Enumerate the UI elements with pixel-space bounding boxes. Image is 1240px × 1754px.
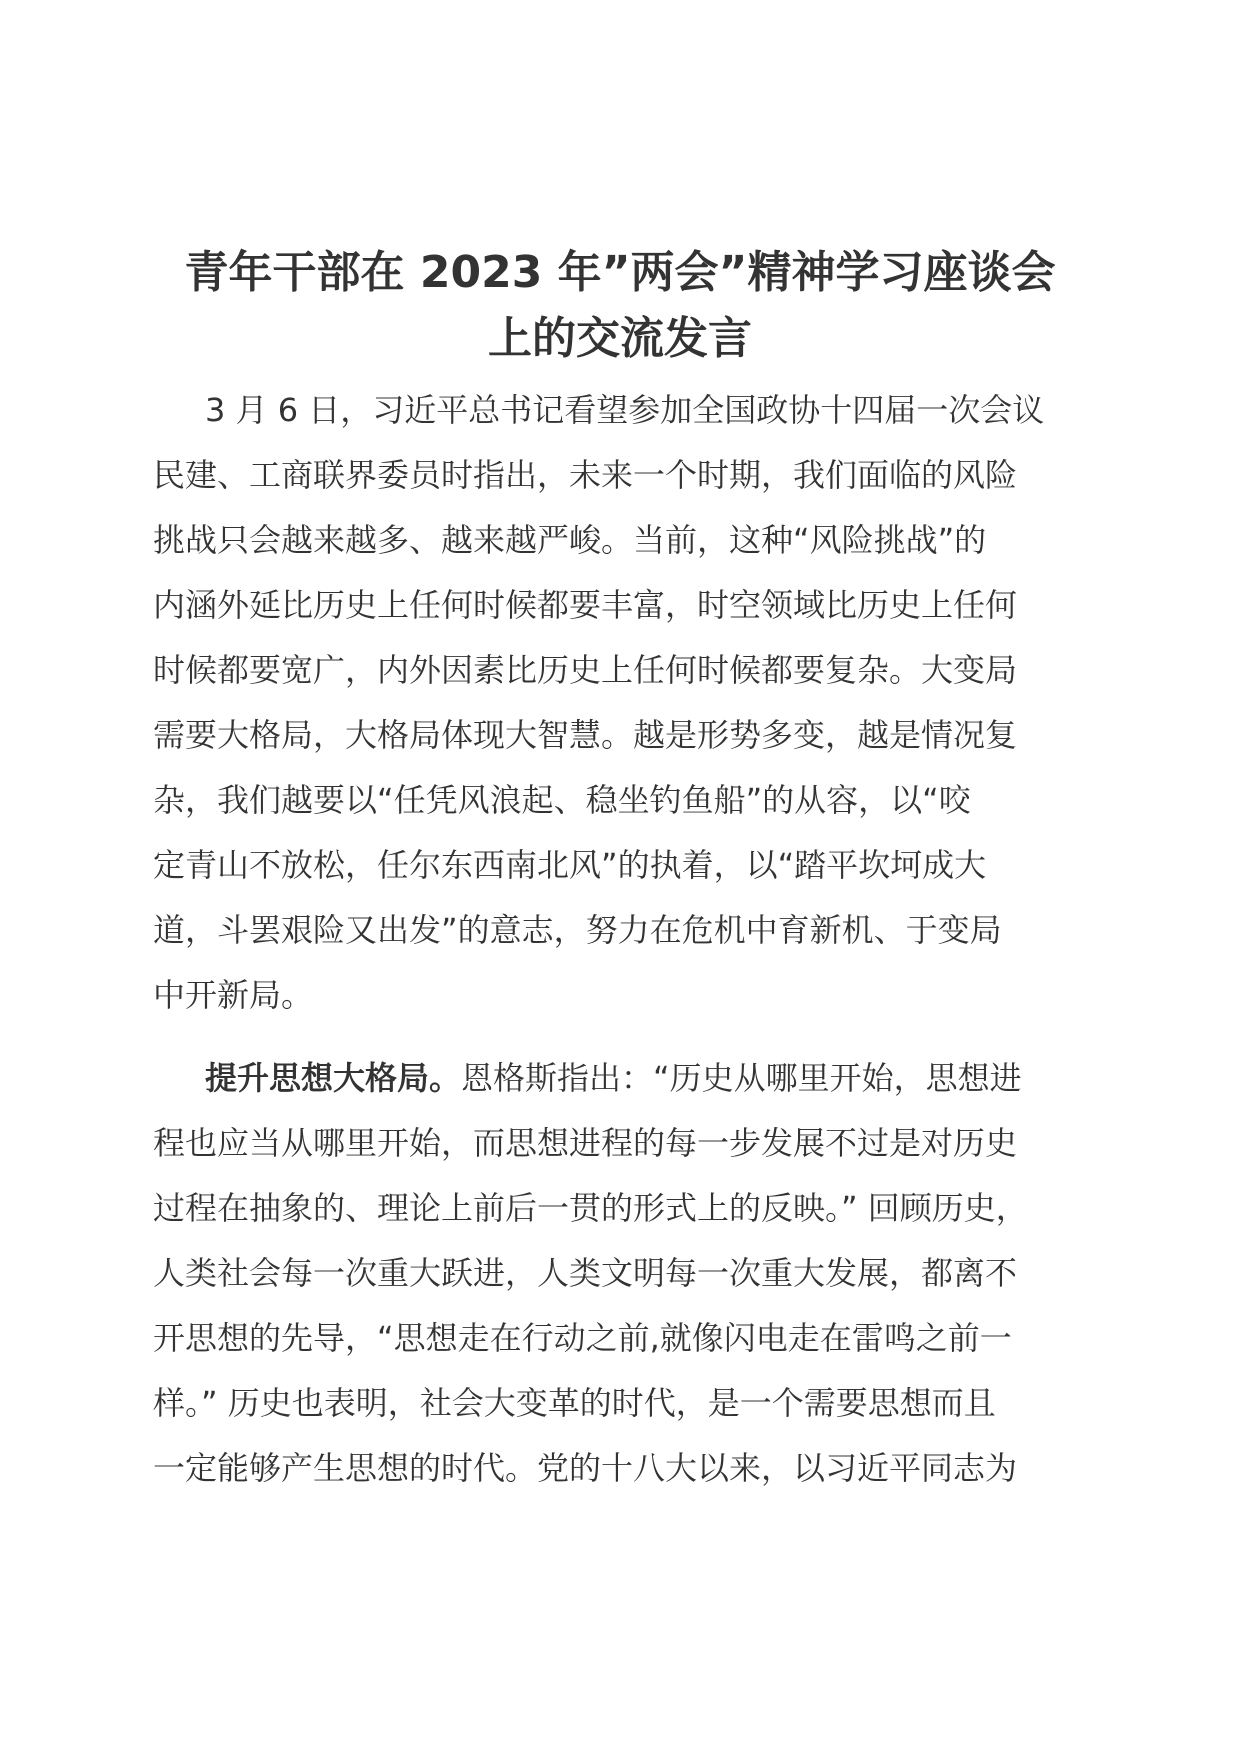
text-line: 人类社会每一次重大跃进，人类文明每一次重大发展，都离不 xyxy=(153,1254,1018,1292)
text-line: 程也应当从哪里开始，而思想进程的每一步发展不过是对历史 xyxy=(153,1124,1018,1162)
document-title xyxy=(150,240,1090,372)
text-line: 时候都要宽广，内外因素比历史上任何时候都要复杂。大变局 xyxy=(153,651,1018,689)
text-line: 道，斗罢艰险又出发”的意志，努力在危机中育新机、于变局 xyxy=(153,911,1002,949)
text-line: 民建、工商联界委员时指出，未来一个时期，我们面临的风险 xyxy=(153,456,1018,494)
paragraph-lead-heading: 提升思想大格局。 xyxy=(205,1059,462,1097)
text-line xyxy=(153,1046,1113,1111)
text-line: 3 月 6 日，习近平总书记看望参加全国政协十四届一次会议 xyxy=(205,391,1045,429)
text-line: 中开新局。 xyxy=(153,976,314,1014)
title-line-2: 上的交流发言 xyxy=(488,313,752,364)
text-line: 需要大格局，大格局体现大智慧。越是形势多变，越是情况复 xyxy=(153,716,1018,754)
paragraph-1 xyxy=(153,378,1113,1028)
text-line: 开思想的先导，“思想走在行动之前,就像闪电走在雷鸣之前一 xyxy=(153,1319,1012,1357)
text-line: 样。” 历史也表明，社会大变革的时代，是一个需要思想而且 xyxy=(153,1384,996,1422)
text-line: 一定能够产生思想的时代。党的十八大以来，以习近平同志为 xyxy=(153,1449,1018,1487)
paragraph-lead-rest: 恩格斯指出：“历史从哪里开始，思想进 xyxy=(461,1059,1022,1097)
text-line: 杂，我们越要以“任凭风浪起、稳坐钓鱼船”的从容，以“咬 xyxy=(153,781,971,819)
text-line: 挑战只会越来越多、越来越严峻。当前，这种“风险挑战”的 xyxy=(153,521,987,559)
title-line-1: 青年干部在 2023 年”两会”精神学习座谈会 xyxy=(184,247,1056,298)
text-line: 过程在抽象的、理论上前后一贯的形式上的反映。” 回顾历史， xyxy=(153,1189,1028,1227)
paragraph-2 xyxy=(153,1046,1113,1501)
text-line: 定青山不放松，任尔东西南北风”的执着，以“踏平坎坷成大 xyxy=(153,846,987,884)
document-body xyxy=(153,378,1113,1519)
text-line: 内涵外延比历史上任何时候都要丰富，时空领域比历史上任何 xyxy=(153,586,1018,624)
